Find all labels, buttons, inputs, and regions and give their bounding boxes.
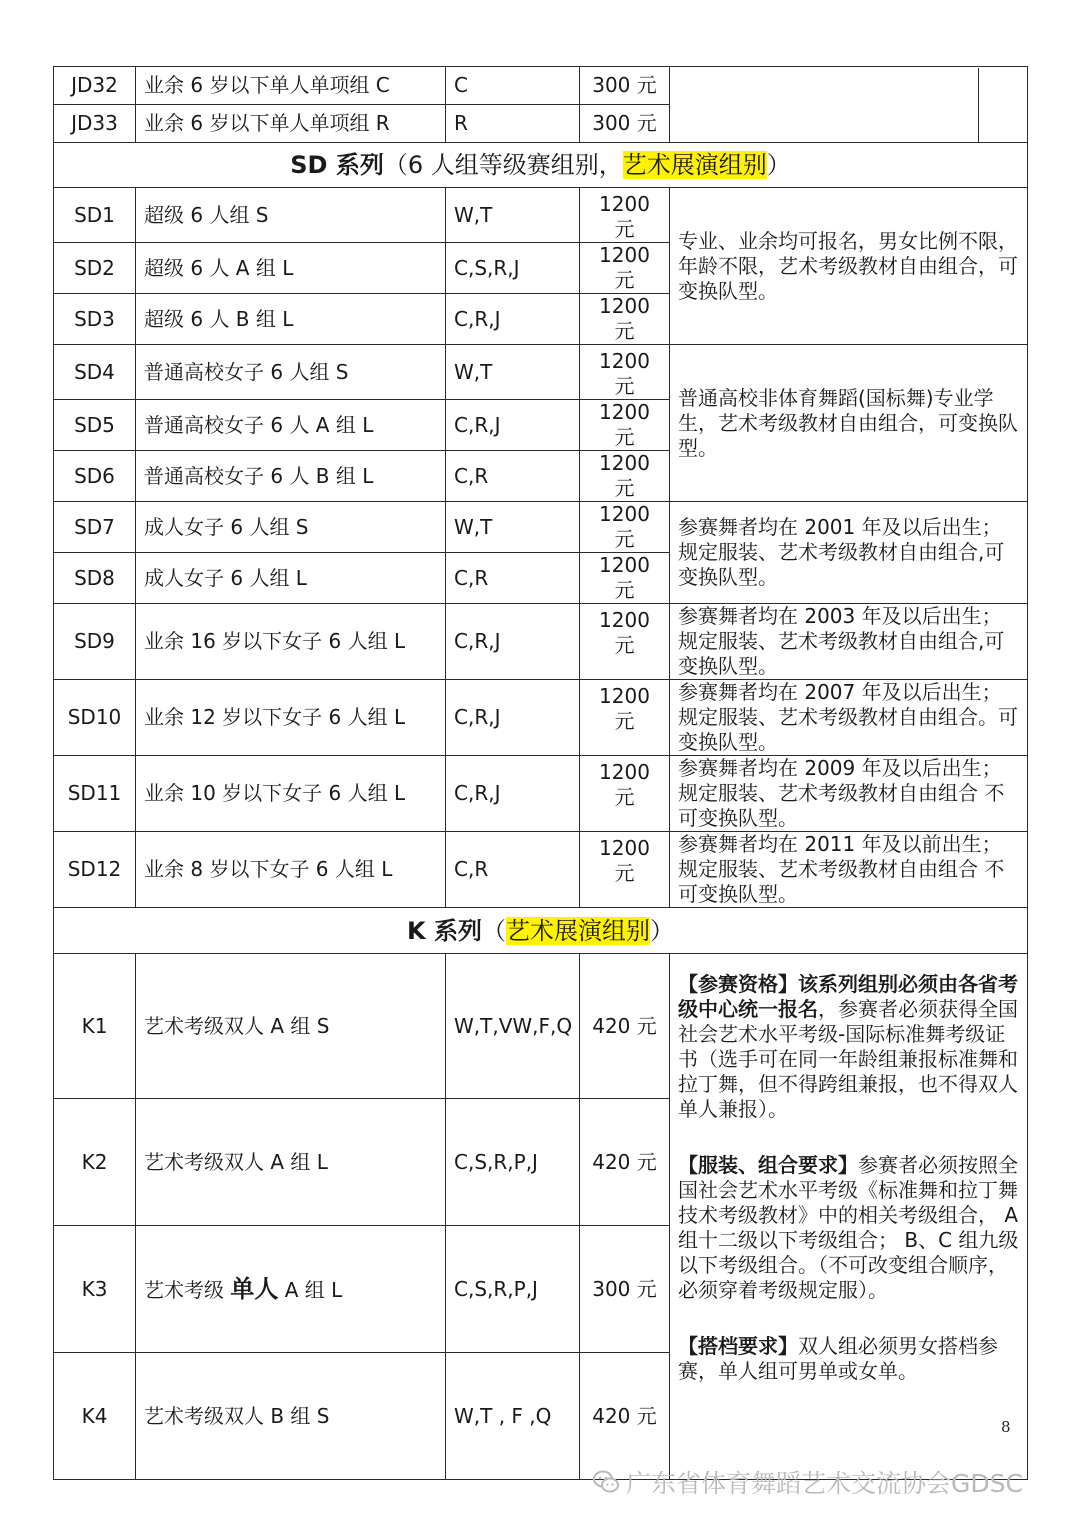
event-name: 普通高校女子 6 人 A 组 L <box>136 400 446 451</box>
note-partner: 【搭档要求】双人组必须男女搭档参赛，单人组可男单或女单。 <box>678 1334 998 1383</box>
event-fee: 1200 元 <box>580 502 670 553</box>
event-name: 艺术考级双人 B 组 S <box>136 1353 446 1480</box>
section-title: K 系列（艺术展演组别） <box>54 908 1028 954</box>
event-fee: 1200 元 <box>580 604 670 680</box>
watermark <box>592 1464 1023 1500</box>
table-row <box>54 832 1028 908</box>
event-note: 参赛舞者均在 2001 年及以后出生；规定服装、艺术考级教材自由组合,可变换队型。 <box>670 502 1028 604</box>
event-fee: 1200 元 <box>580 832 670 908</box>
event-note: 参赛舞者均在 2011 年及以前出生；规定服装、艺术考级教材自由组合 不可变换队型。 <box>670 832 1028 908</box>
event-name: 成人女子 6 人组 S <box>136 502 446 553</box>
event-dances: C,R,J <box>446 604 580 680</box>
registration-table <box>53 66 1028 1480</box>
event-fee: 1200 元 <box>580 345 670 400</box>
event-name: 业余 10 岁以下女子 6 人组 L <box>136 756 446 832</box>
event-note <box>670 67 1028 143</box>
wechat-icon <box>592 1468 620 1496</box>
section-title: SD 系列（6 人组等级赛组别，艺术展演组别） <box>54 143 1028 188</box>
event-note: 普通高校非体育舞蹈(国标舞)专业学生，艺术考级教材自由组合，可变换队型。 <box>670 345 1028 502</box>
event-code: SD10 <box>54 680 136 756</box>
highlight-text: 艺术展演组别 <box>505 916 650 945</box>
event-note: 参赛舞者均在 2009 年及以后出生；规定服装、艺术考级教材自由组合 不可变换队型。 <box>670 756 1028 832</box>
section-header-k <box>54 908 1028 954</box>
event-dances: C,S,R,P,J <box>446 1226 580 1353</box>
event-dances: C,R <box>446 832 580 908</box>
highlight-text: 艺术展演组别 <box>622 151 767 179</box>
table-row <box>54 756 1028 832</box>
event-note: 参赛舞者均在 2007 年及以后出生；规定服装、艺术考级教材自由组合。可变换队型。 <box>670 680 1028 756</box>
k-series-note <box>670 954 1028 1480</box>
event-dances: C,R,J <box>446 756 580 832</box>
event-name: 超级 6 人组 S <box>136 188 446 243</box>
event-fee: 1200 元 <box>580 294 670 345</box>
event-fee: 1200 元 <box>580 553 670 604</box>
event-note: 专业、业余均可报名，男女比例不限，年龄不限，艺术考级教材自由组合，可变换队型。 <box>670 188 1028 345</box>
event-code: SD12 <box>54 832 136 908</box>
event-dances: R <box>446 105 580 143</box>
event-name: 艺术考级 单人 A 组 L <box>136 1226 446 1353</box>
event-code: K3 <box>54 1226 136 1353</box>
event-fee: 1200 元 <box>580 680 670 756</box>
event-fee: 1200 元 <box>580 188 670 243</box>
event-dances: W,T , F ,Q <box>446 1353 580 1480</box>
table-row <box>54 345 1028 400</box>
event-dances: C,R,J <box>446 400 580 451</box>
event-code: SD9 <box>54 604 136 680</box>
event-code: SD1 <box>54 188 136 243</box>
event-fee: 420 元 <box>580 954 670 1099</box>
table-row <box>54 188 1028 243</box>
event-name: 超级 6 人 B 组 L <box>136 294 446 345</box>
event-code: SD4 <box>54 345 136 400</box>
event-dances: C,R <box>446 451 580 502</box>
event-fee: 1200 元 <box>580 756 670 832</box>
event-dances: C,S,R,P,J <box>446 1099 580 1226</box>
event-dances: W,T,VW,F,Q <box>446 954 580 1099</box>
event-code: SD8 <box>54 553 136 604</box>
event-name: 业余 16 岁以下女子 6 人组 L <box>136 604 446 680</box>
table-row <box>54 954 1028 1099</box>
table-row <box>54 680 1028 756</box>
event-code: SD7 <box>54 502 136 553</box>
event-code: JD32 <box>54 67 136 105</box>
table-row <box>54 502 1028 553</box>
event-code: K2 <box>54 1099 136 1226</box>
event-name: 普通高校女子 6 人 B 组 L <box>136 451 446 502</box>
table-row <box>54 67 1028 105</box>
event-dances: C,S,R,J <box>446 243 580 294</box>
event-code: K4 <box>54 1353 136 1480</box>
event-name: 普通高校女子 6 人组 S <box>136 345 446 400</box>
event-fee: 300 元 <box>580 1226 670 1353</box>
event-fee: 420 元 <box>580 1353 670 1480</box>
event-note: 参赛舞者均在 2003 年及以后出生；规定服装、艺术考级教材自由组合,可变换队型。 <box>670 604 1028 680</box>
event-code: K1 <box>54 954 136 1099</box>
event-fee: 1200 元 <box>580 243 670 294</box>
page-number: 8 <box>1001 1418 1011 1436</box>
event-dances: W,T <box>446 345 580 400</box>
event-fee: 300 元 <box>580 105 670 143</box>
note-costume: 【服装、组合要求】参赛者必须按照全国社会艺术水平考级《标准舞和拉丁舞技术考级教材》中的相关考级组合， A 组十二级以下考级组合； B、C 组九级以下考级组合。（不可改变组合顺序，必须穿着考级规定服）。 <box>678 1153 1019 1302</box>
event-dances: C,R,J <box>446 294 580 345</box>
event-dances: C,R <box>446 553 580 604</box>
event-code: JD33 <box>54 105 136 143</box>
watermark-text: 广东省体育舞蹈艺术交流协会GDSC <box>626 1469 1023 1498</box>
event-name: 业余 6 岁以下单人单项组 C <box>136 67 446 105</box>
event-name: 业余 8 岁以下女子 6 人组 L <box>136 832 446 908</box>
event-fee: 300 元 <box>580 67 670 105</box>
event-fee: 420 元 <box>580 1099 670 1226</box>
section-header-sd <box>54 143 1028 188</box>
event-code: SD3 <box>54 294 136 345</box>
event-name: 业余 6 岁以下单人单项组 R <box>136 105 446 143</box>
event-dances: C <box>446 67 580 105</box>
event-name: 成人女子 6 人组 L <box>136 553 446 604</box>
event-dances: W,T <box>446 502 580 553</box>
event-name: 超级 6 人 A 组 L <box>136 243 446 294</box>
event-dances: W,T <box>446 188 580 243</box>
event-code: SD5 <box>54 400 136 451</box>
event-fee: 1200 元 <box>580 451 670 502</box>
note-inner-box <box>678 68 979 142</box>
table-row <box>54 604 1028 680</box>
event-name: 业余 12 岁以下女子 6 人组 L <box>136 680 446 756</box>
event-fee: 1200 元 <box>580 400 670 451</box>
event-code: SD11 <box>54 756 136 832</box>
event-name: 艺术考级双人 A 组 L <box>136 1099 446 1226</box>
event-dances: C,R,J <box>446 680 580 756</box>
note-eligibility: 【参赛资格】该系列组别必须由各省考级中心统一报名，参赛者必须获得全国社会艺术水平考级-国际标准舞考级证书（选手可在同一年龄组兼报标准舞和拉丁舞，但不得跨组兼报，也不得双人单人兼报）。 <box>678 972 1018 1121</box>
event-name: 艺术考级双人 A 组 S <box>136 954 446 1099</box>
event-code: SD6 <box>54 451 136 502</box>
event-code: SD2 <box>54 243 136 294</box>
